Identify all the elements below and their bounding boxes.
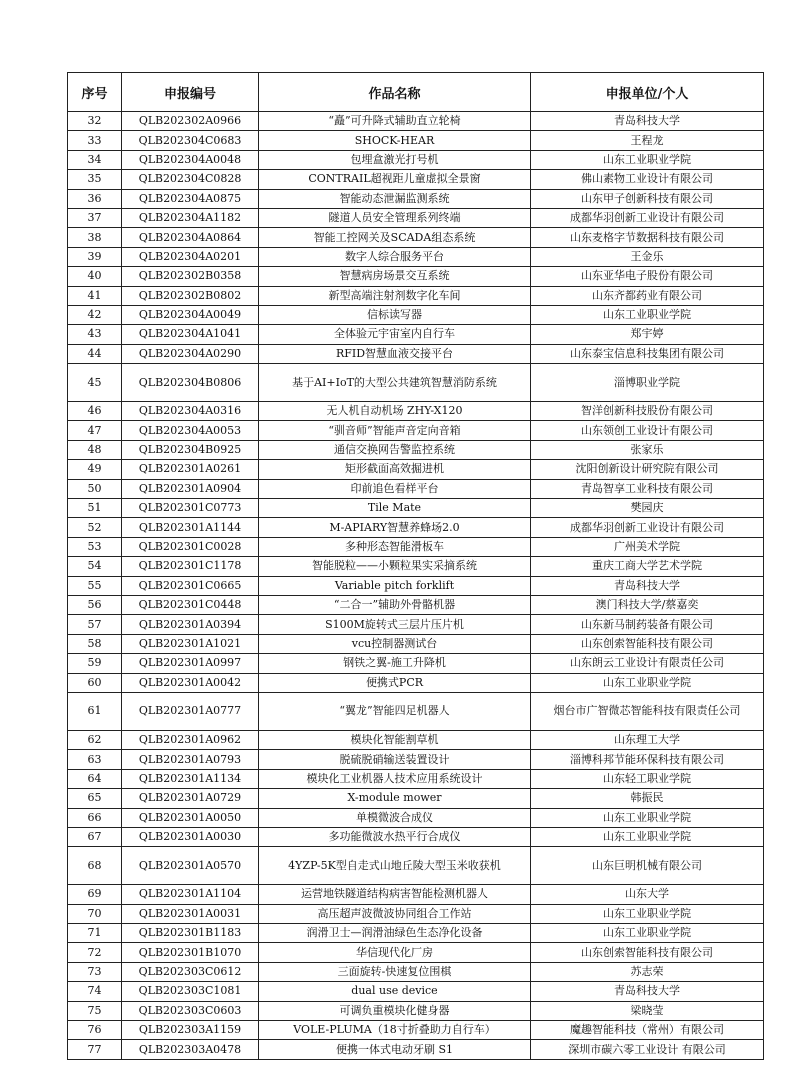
cell-no: 51 bbox=[68, 499, 122, 518]
cell-unit: 青岛科技大学 bbox=[531, 576, 764, 595]
cell-code: QLB202304A1182 bbox=[122, 208, 259, 227]
cell-name: VOLE-PLUMA（18寸折叠助力自行车） bbox=[259, 1021, 531, 1040]
cell-unit: 沈阳创新设计研究院有限公司 bbox=[531, 460, 764, 479]
table-row bbox=[68, 924, 764, 943]
table-row bbox=[68, 479, 764, 498]
table-row bbox=[68, 499, 764, 518]
cell-no: 36 bbox=[68, 189, 122, 208]
cell-unit: 山东创索智能科技有限公司 bbox=[531, 634, 764, 653]
cell-name: 全体验元宇宙室内自行车 bbox=[259, 325, 531, 344]
cell-no: 53 bbox=[68, 537, 122, 556]
table-row bbox=[68, 557, 764, 576]
cell-name: S100M旋转式三层片压片机 bbox=[259, 615, 531, 634]
cell-unit: 山东工业职业学院 bbox=[531, 827, 764, 846]
cell-unit: 张家乐 bbox=[531, 440, 764, 459]
table-row bbox=[68, 692, 764, 730]
cell-code: QLB202304A0875 bbox=[122, 189, 259, 208]
cell-name: 运营地铁隧道结构病害智能检测机器人 bbox=[259, 885, 531, 904]
table-row bbox=[68, 267, 764, 286]
cell-code: QLB202304B0925 bbox=[122, 440, 259, 459]
cell-code: QLB202301A0777 bbox=[122, 692, 259, 730]
cell-name: 便携式PCR bbox=[259, 673, 531, 692]
cell-name: “翼龙”智能四足机器人 bbox=[259, 692, 531, 730]
cell-no: 33 bbox=[68, 131, 122, 150]
cell-name: 隧道人员安全管理系列终端 bbox=[259, 208, 531, 227]
table-row bbox=[68, 1040, 764, 1059]
cell-unit: 淄博职业学院 bbox=[531, 364, 764, 402]
cell-unit: 广州美术学院 bbox=[531, 537, 764, 556]
cell-no: 44 bbox=[68, 344, 122, 363]
cell-code: QLB202304C0828 bbox=[122, 170, 259, 189]
cell-name: 包埋盒激光打号机 bbox=[259, 150, 531, 169]
cell-name: CONTRAIL超视距儿童虚拟全景窗 bbox=[259, 170, 531, 189]
cell-name: 高压超声波微波协同组合工作站 bbox=[259, 904, 531, 923]
cell-code: QLB202303A0478 bbox=[122, 1040, 259, 1059]
cell-code: QLB202301C0665 bbox=[122, 576, 259, 595]
cell-unit: 山东工业职业学院 bbox=[531, 673, 764, 692]
cell-name: 单模微波合成仪 bbox=[259, 808, 531, 827]
cell-no: 37 bbox=[68, 208, 122, 227]
cell-code: QLB202301A0030 bbox=[122, 827, 259, 846]
cell-code: QLB202303C0603 bbox=[122, 1001, 259, 1020]
cell-name: 基于AI+IoT的大型公共建筑智慧消防系统 bbox=[259, 364, 531, 402]
cell-unit: 淄博科邦节能环保科技有限公司 bbox=[531, 750, 764, 769]
cell-name: 无人机自动机场 ZHY-X120 bbox=[259, 402, 531, 421]
cell-code: QLB202301A0570 bbox=[122, 847, 259, 885]
cell-no: 77 bbox=[68, 1040, 122, 1059]
cell-no: 40 bbox=[68, 267, 122, 286]
cell-name: 多功能微波水热平行合成仪 bbox=[259, 827, 531, 846]
cell-no: 59 bbox=[68, 654, 122, 673]
cell-name: 三面旋转-快速复位围棋 bbox=[259, 962, 531, 981]
header-name: 作品名称 bbox=[259, 73, 531, 112]
cell-no: 73 bbox=[68, 962, 122, 981]
cell-no: 52 bbox=[68, 518, 122, 537]
cell-code: QLB202304B0806 bbox=[122, 364, 259, 402]
cell-code: QLB202301A0050 bbox=[122, 808, 259, 827]
cell-unit: 成都华羽创新工业设计有限公司 bbox=[531, 208, 764, 227]
cell-no: 50 bbox=[68, 479, 122, 498]
cell-no: 72 bbox=[68, 943, 122, 962]
cell-name: 模块化工业机器人技术应用系统设计 bbox=[259, 769, 531, 788]
cell-name: 钢铁之翼-施工升降机 bbox=[259, 654, 531, 673]
table-row bbox=[68, 131, 764, 150]
table-row bbox=[68, 1021, 764, 1040]
table-row bbox=[68, 904, 764, 923]
cell-name: 润滑卫士—润滑油绿色生态净化设备 bbox=[259, 924, 531, 943]
cell-name: 智能动态泄漏监测系统 bbox=[259, 189, 531, 208]
cell-name: 智能脱粒——小颗粒果实采摘系统 bbox=[259, 557, 531, 576]
cell-code: QLB202304A1041 bbox=[122, 325, 259, 344]
cell-name: “二合一”辅助外骨骼机器 bbox=[259, 595, 531, 614]
cell-no: 67 bbox=[68, 827, 122, 846]
cell-no: 68 bbox=[68, 847, 122, 885]
cell-unit: 山东工业职业学院 bbox=[531, 150, 764, 169]
cell-code: QLB202304A0290 bbox=[122, 344, 259, 363]
cell-no: 64 bbox=[68, 769, 122, 788]
header-no: 序号 bbox=[68, 73, 122, 112]
cell-code: QLB202301C0448 bbox=[122, 595, 259, 614]
header-unit: 申报单位/个人 bbox=[531, 73, 764, 112]
table-row bbox=[68, 402, 764, 421]
cell-code: QLB202301A1104 bbox=[122, 885, 259, 904]
cell-unit: 成都华羽创新工业设计有限公司 bbox=[531, 518, 764, 537]
cell-name: 模块化智能割草机 bbox=[259, 730, 531, 749]
cell-name: X-module mower bbox=[259, 789, 531, 808]
cell-name: 通信交换网告警监控系统 bbox=[259, 440, 531, 459]
cell-unit: 王金乐 bbox=[531, 247, 764, 266]
cell-name: 可调负重模块化健身器 bbox=[259, 1001, 531, 1020]
cell-no: 54 bbox=[68, 557, 122, 576]
cell-code: QLB202301A1144 bbox=[122, 518, 259, 537]
cell-no: 74 bbox=[68, 982, 122, 1001]
cell-code: QLB202304A0864 bbox=[122, 228, 259, 247]
cell-name: 脱硫脱硝输送装置设计 bbox=[259, 750, 531, 769]
cell-unit: 重庆工商大学艺术学院 bbox=[531, 557, 764, 576]
table-row bbox=[68, 189, 764, 208]
cell-name: 便携一体式电动牙刷 S1 bbox=[259, 1040, 531, 1059]
table-row bbox=[68, 730, 764, 749]
cell-no: 38 bbox=[68, 228, 122, 247]
cell-no: 45 bbox=[68, 364, 122, 402]
cell-code: QLB202304A0048 bbox=[122, 150, 259, 169]
cell-no: 60 bbox=[68, 673, 122, 692]
table-row bbox=[68, 518, 764, 537]
cell-code: QLB202301A1021 bbox=[122, 634, 259, 653]
cell-no: 69 bbox=[68, 885, 122, 904]
cell-code: QLB202304C0683 bbox=[122, 131, 259, 150]
cell-code: QLB202304A0053 bbox=[122, 421, 259, 440]
cell-unit: 烟台市广智微芯智能科技有限责任公司 bbox=[531, 692, 764, 730]
cell-code: QLB202301C0773 bbox=[122, 499, 259, 518]
cell-no: 39 bbox=[68, 247, 122, 266]
cell-name: “驯音师”智能声音定向音箱 bbox=[259, 421, 531, 440]
table-row bbox=[68, 208, 764, 227]
table-row bbox=[68, 344, 764, 363]
table-body bbox=[68, 112, 764, 1060]
cell-unit: 山东轻工职业学院 bbox=[531, 769, 764, 788]
table-row bbox=[68, 654, 764, 673]
cell-no: 57 bbox=[68, 615, 122, 634]
cell-no: 41 bbox=[68, 286, 122, 305]
cell-code: QLB202302B0802 bbox=[122, 286, 259, 305]
table-row bbox=[68, 615, 764, 634]
cell-name: 数字人综合服务平台 bbox=[259, 247, 531, 266]
cell-name: 印前追色看样平台 bbox=[259, 479, 531, 498]
cell-code: QLB202302B0358 bbox=[122, 267, 259, 286]
cell-unit: 青岛智享工业科技有限公司 bbox=[531, 479, 764, 498]
cell-no: 56 bbox=[68, 595, 122, 614]
cell-no: 55 bbox=[68, 576, 122, 595]
cell-code: QLB202301C0028 bbox=[122, 537, 259, 556]
table-row bbox=[68, 769, 764, 788]
cell-no: 75 bbox=[68, 1001, 122, 1020]
cell-unit: 山东工业职业学院 bbox=[531, 924, 764, 943]
cell-name: M-APIARY智慧养蜂场2.0 bbox=[259, 518, 531, 537]
cell-unit: 山东新马制药装备有限公司 bbox=[531, 615, 764, 634]
cell-name: “矗”可升降式辅助直立轮椅 bbox=[259, 112, 531, 131]
cell-unit: 山东理工大学 bbox=[531, 730, 764, 749]
cell-unit: 山东创索智能科技有限公司 bbox=[531, 943, 764, 962]
table-row bbox=[68, 750, 764, 769]
table-row bbox=[68, 305, 764, 324]
cell-code: QLB202304A0049 bbox=[122, 305, 259, 324]
table-row bbox=[68, 150, 764, 169]
cell-code: QLB202302A0966 bbox=[122, 112, 259, 131]
cell-name: 智能工控网关及SCADA组态系统 bbox=[259, 228, 531, 247]
table-row bbox=[68, 595, 764, 614]
table-row bbox=[68, 634, 764, 653]
table-row bbox=[68, 228, 764, 247]
cell-name: Variable pitch forklift bbox=[259, 576, 531, 595]
table-row bbox=[68, 247, 764, 266]
cell-unit: 澳门科技大学/蔡嘉奕 bbox=[531, 595, 764, 614]
table-row bbox=[68, 789, 764, 808]
table-row bbox=[68, 1001, 764, 1020]
cell-code: QLB202301A0793 bbox=[122, 750, 259, 769]
cell-code: QLB202301A0261 bbox=[122, 460, 259, 479]
cell-unit: 青岛科技大学 bbox=[531, 982, 764, 1001]
cell-unit: 樊园庆 bbox=[531, 499, 764, 518]
cell-name: vcu控制器测试台 bbox=[259, 634, 531, 653]
cell-unit: 山东大学 bbox=[531, 885, 764, 904]
cell-unit: 山东工业职业学院 bbox=[531, 808, 764, 827]
cell-unit: 佛山素物工业设计有限公司 bbox=[531, 170, 764, 189]
cell-name: SHOCK-HEAR bbox=[259, 131, 531, 150]
table-header-row bbox=[68, 73, 764, 112]
cell-unit: 韩振民 bbox=[531, 789, 764, 808]
header-code: 申报编号 bbox=[122, 73, 259, 112]
cell-unit: 山东齐都药业有限公司 bbox=[531, 286, 764, 305]
cell-no: 70 bbox=[68, 904, 122, 923]
cell-code: QLB202301A0962 bbox=[122, 730, 259, 749]
cell-no: 47 bbox=[68, 421, 122, 440]
cell-code: QLB202301A0042 bbox=[122, 673, 259, 692]
table-row bbox=[68, 112, 764, 131]
table-row bbox=[68, 673, 764, 692]
cell-unit: 山东泰宝信息科技集团有限公司 bbox=[531, 344, 764, 363]
cell-no: 34 bbox=[68, 150, 122, 169]
table-row bbox=[68, 827, 764, 846]
cell-no: 43 bbox=[68, 325, 122, 344]
cell-no: 32 bbox=[68, 112, 122, 131]
cell-name: 4YZP-5K型自走式山地丘陵大型玉米收获机 bbox=[259, 847, 531, 885]
cell-code: QLB202303C1081 bbox=[122, 982, 259, 1001]
table-row bbox=[68, 962, 764, 981]
table-row bbox=[68, 982, 764, 1001]
cell-code: QLB202301A0729 bbox=[122, 789, 259, 808]
cell-unit: 山东领创工业设计有限公司 bbox=[531, 421, 764, 440]
cell-no: 49 bbox=[68, 460, 122, 479]
cell-code: QLB202303C0612 bbox=[122, 962, 259, 981]
cell-unit: 苏志荣 bbox=[531, 962, 764, 981]
table-row bbox=[68, 847, 764, 885]
cell-name: 多种形态智能滑板车 bbox=[259, 537, 531, 556]
cell-code: QLB202301B1070 bbox=[122, 943, 259, 962]
table-row bbox=[68, 325, 764, 344]
table-row bbox=[68, 170, 764, 189]
cell-unit: 山东巨明机械有限公司 bbox=[531, 847, 764, 885]
cell-code: QLB202301A0394 bbox=[122, 615, 259, 634]
cell-no: 62 bbox=[68, 730, 122, 749]
cell-code: QLB202303A1159 bbox=[122, 1021, 259, 1040]
cell-name: RFID智慧血液交接平台 bbox=[259, 344, 531, 363]
cell-code: QLB202301A0997 bbox=[122, 654, 259, 673]
cell-code: QLB202301A1134 bbox=[122, 769, 259, 788]
cell-name: 新型高端注射剂数字化车间 bbox=[259, 286, 531, 305]
cell-unit: 魔趣智能科技（常州）有限公司 bbox=[531, 1021, 764, 1040]
cell-no: 61 bbox=[68, 692, 122, 730]
cell-name: 信标读写器 bbox=[259, 305, 531, 324]
cell-code: QLB202301A0904 bbox=[122, 479, 259, 498]
cell-no: 58 bbox=[68, 634, 122, 653]
cell-no: 42 bbox=[68, 305, 122, 324]
table-row bbox=[68, 943, 764, 962]
cell-no: 48 bbox=[68, 440, 122, 459]
cell-name: dual use device bbox=[259, 982, 531, 1001]
cell-code: QLB202304A0201 bbox=[122, 247, 259, 266]
cell-no: 35 bbox=[68, 170, 122, 189]
award-list-table bbox=[67, 72, 764, 1060]
cell-unit: 王程龙 bbox=[531, 131, 764, 150]
cell-code: QLB202301A0031 bbox=[122, 904, 259, 923]
cell-name: 矩形截面高效掘进机 bbox=[259, 460, 531, 479]
cell-unit: 郑宇婷 bbox=[531, 325, 764, 344]
cell-code: QLB202301C1178 bbox=[122, 557, 259, 576]
cell-no: 66 bbox=[68, 808, 122, 827]
cell-no: 46 bbox=[68, 402, 122, 421]
cell-name: 智慧病房场景交互系统 bbox=[259, 267, 531, 286]
table-row bbox=[68, 576, 764, 595]
cell-unit: 山东工业职业学院 bbox=[531, 305, 764, 324]
cell-unit: 山东朗云工业设计有限责任公司 bbox=[531, 654, 764, 673]
table-row bbox=[68, 460, 764, 479]
table-row bbox=[68, 808, 764, 827]
table-row bbox=[68, 421, 764, 440]
table-row bbox=[68, 440, 764, 459]
table-row bbox=[68, 364, 764, 402]
cell-unit: 山东甲子创新科技有限公司 bbox=[531, 189, 764, 208]
table-row bbox=[68, 537, 764, 556]
cell-unit: 山东亚华电子股份有限公司 bbox=[531, 267, 764, 286]
cell-name: 华信现代化厂房 bbox=[259, 943, 531, 962]
cell-unit: 山东工业职业学院 bbox=[531, 904, 764, 923]
table-row bbox=[68, 286, 764, 305]
cell-unit: 深圳市碳六零工业设计 有限公司 bbox=[531, 1040, 764, 1059]
cell-no: 65 bbox=[68, 789, 122, 808]
cell-no: 71 bbox=[68, 924, 122, 943]
cell-unit: 山东麦格字节数据科技有限公司 bbox=[531, 228, 764, 247]
cell-unit: 梁晓莹 bbox=[531, 1001, 764, 1020]
cell-unit: 青岛科技大学 bbox=[531, 112, 764, 131]
cell-code: QLB202304A0316 bbox=[122, 402, 259, 421]
cell-name: Tile Mate bbox=[259, 499, 531, 518]
cell-no: 63 bbox=[68, 750, 122, 769]
table-row bbox=[68, 885, 764, 904]
cell-code: QLB202301B1183 bbox=[122, 924, 259, 943]
cell-unit: 智洋创新科技股份有限公司 bbox=[531, 402, 764, 421]
cell-no: 76 bbox=[68, 1021, 122, 1040]
